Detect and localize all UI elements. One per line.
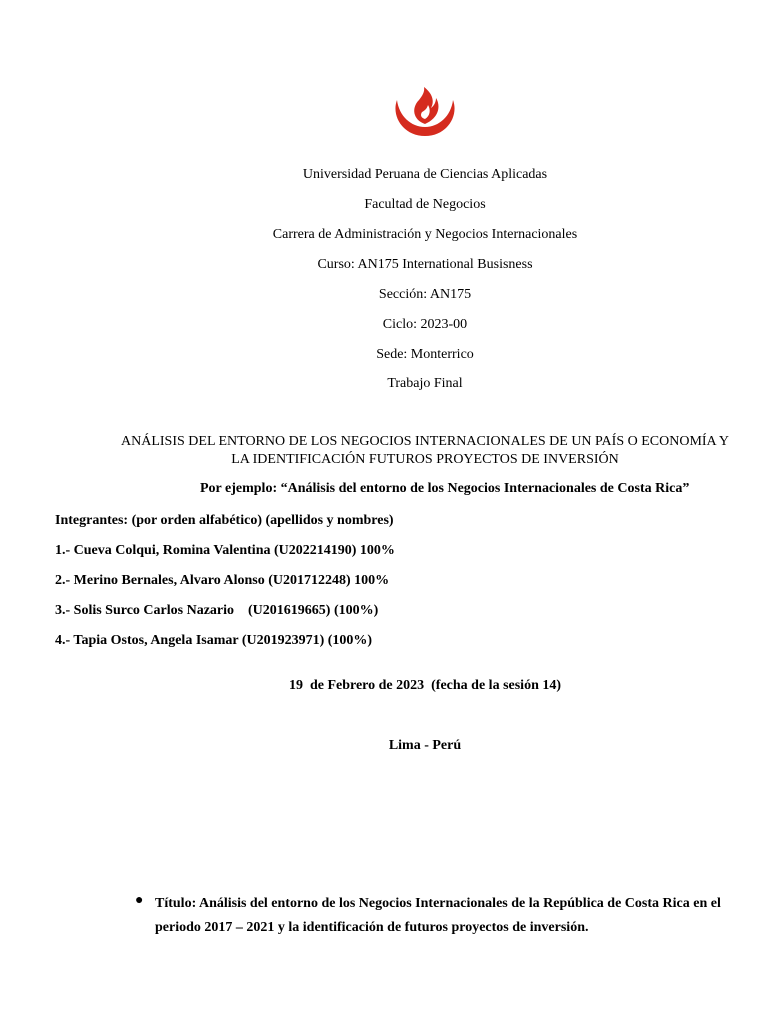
work-type-line: Trabajo Final [387,376,463,391]
members-heading: Integrantes: (por orden alfabético) (apellidos y nombres) [55,513,394,528]
document-title-line-2: LA IDENTIFICACIÓN FUTUROS PROYECTOS DE INVERSIÓN [231,452,619,467]
section-line: Sección: AN175 [378,287,472,302]
university-name: Universidad Peruana de Ciencias Aplicadas [302,167,548,182]
bullet-icon: ● [135,893,144,908]
member-item: 3.- Solis Surco Carlos Nazario (U201619665) (100%) [55,603,379,618]
title-bullet-text: Título: Análisis del entorno de los Negocios Internacionales de la República de Costa Rica en el periodo 2017 – 2021 y la identificación de futuros proyectos de inversión. [155,896,721,935]
university-logo-icon [389,86,461,140]
location: Lima - Perú [388,738,462,753]
career-name: Carrera de Administración y Negocios Internacionales [272,227,578,242]
example-note: Por ejemplo: “Análisis del entorno de los Negocios Internacionales de Costa Rica” [200,481,690,496]
submission-date: 19 de Febrero de 2023 (fecha de la sesión 14) [288,678,562,693]
course-line: Curso: AN175 International Busisness [317,257,533,272]
cycle-line: Ciclo: 2023-00 [382,317,468,332]
campus-line: Sede: Monterrico [376,347,474,362]
member-item: 1.- Cueva Colqui, Romina Valentina (U202214190) 100% [55,543,395,558]
faculty-name: Facultad de Negocios [364,197,486,212]
document-title-line-1: ANÁLISIS DEL ENTORNO DE LOS NEGOCIOS INTERNACIONALES DE UN PAÍS O ECONOMÍA Y [121,434,729,449]
member-item: 4.- Tapia Ostos, Angela Isamar (U201923971) (100%) [55,633,373,648]
member-item: 2.- Merino Bernales, Alvaro Alonso (U201712248) 100% [55,573,390,588]
